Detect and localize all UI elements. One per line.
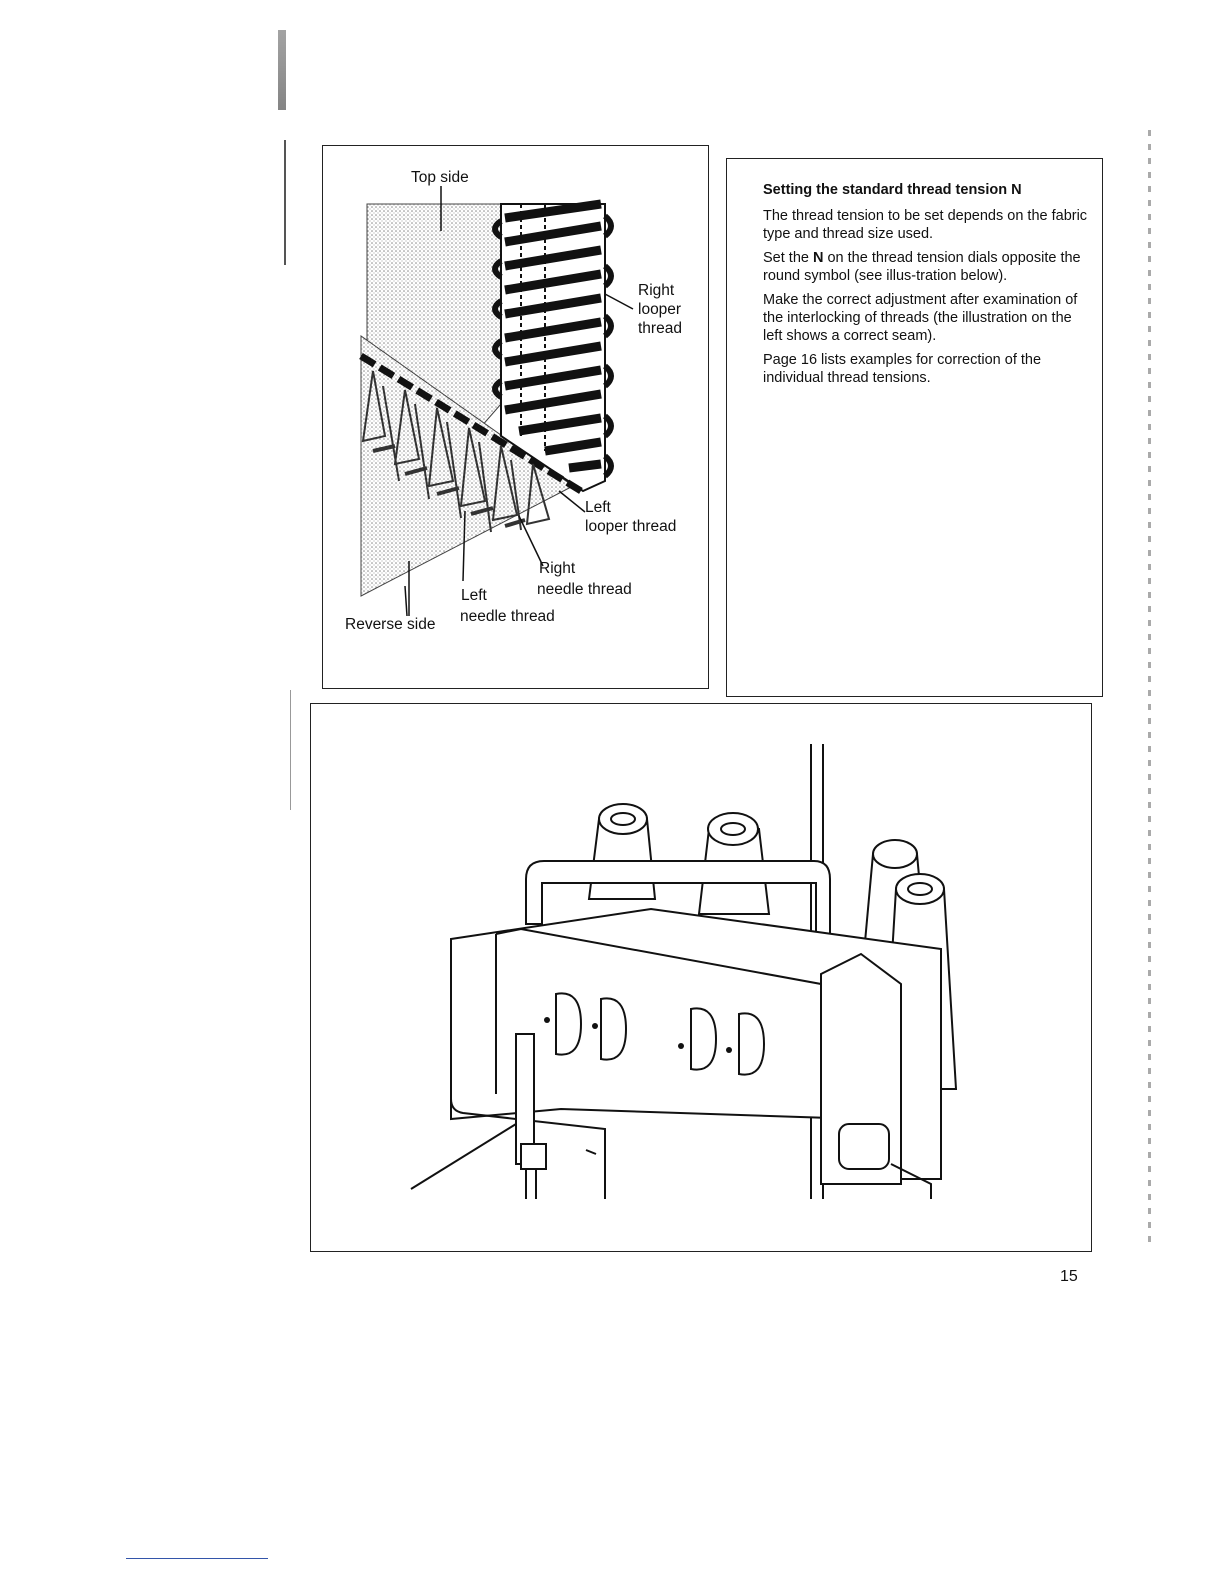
instructions-text xyxy=(763,181,1088,393)
label-reverse-side: Reverse side xyxy=(345,616,436,633)
instructions-paragraph-2: Set the N on the thread tension dials opposite the round symbol (see illus-tration below). xyxy=(763,250,1081,284)
tension-dial-2 xyxy=(601,998,626,1059)
seam-illustration-panel xyxy=(322,145,709,689)
label-right-needle-thread-line2: needle thread xyxy=(537,581,632,598)
scan-margin-line xyxy=(290,690,291,810)
symbol-n: N xyxy=(812,250,824,266)
label-top-side: Top side xyxy=(411,169,469,186)
scan-edge-line xyxy=(1148,130,1151,1250)
serger-machine-illustration xyxy=(311,704,1091,1251)
instructions-paragraph-3: Make the correct adjustment after examination of the interlocking of threads (the illustration on the left shows a correct seam). xyxy=(763,292,1078,344)
scan-margin-line xyxy=(284,140,286,265)
tension-dial-1 xyxy=(556,993,581,1054)
label-left-needle-thread-line2: needle thread xyxy=(460,608,555,625)
label-right-needle-thread-line1: Right xyxy=(539,560,576,577)
instructions-paragraph-1: The thread tension to be set depends on the fabric type and thread size used. xyxy=(763,208,1088,242)
instructions-panel xyxy=(726,158,1103,697)
page-number: 15 xyxy=(1060,1268,1078,1285)
machine-illustration-panel xyxy=(310,703,1092,1252)
label-right-looper-thread: Right looper thread xyxy=(638,282,682,337)
handwheel xyxy=(839,1124,889,1169)
label-left-needle-thread-line1: Left xyxy=(461,587,487,604)
instructions-heading: Setting the standard thread tension N xyxy=(763,182,1022,198)
tension-dial-4 xyxy=(739,1013,764,1074)
instructions-paragraph-4: Page 16 lists examples for correction of the individual thread tensions. xyxy=(763,352,1042,386)
label-left-looper-thread: Left looper thread xyxy=(585,499,677,535)
scan-margin-mark xyxy=(278,30,286,110)
scan-bottom-rule xyxy=(126,1558,268,1559)
tension-dial-3 xyxy=(691,1008,716,1069)
